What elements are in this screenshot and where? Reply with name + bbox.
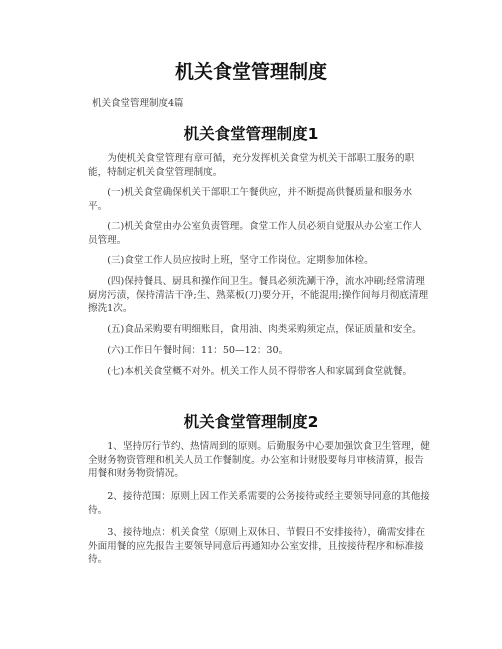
section-2-paragraph-2: 2、接待范围：原则上因工作关系需要的公务接待或经主要领导同意的其他接待。 — [88, 491, 430, 516]
section-2-paragraph-3: 3、接待地点：机关食堂（原则上双休日、节假日不安排接待），确需安排在外面用餐的应先报告主要领导同意后再通知办公室安排，且按接待程序和标准接待。 — [88, 527, 426, 565]
section-1-heading: 机关食堂管理制度1 — [183, 125, 319, 143]
section-1-paragraph-6: (六)工作日午餐时间：11：50—12：30。 — [107, 345, 289, 356]
section-1-paragraph-4: (四)保持餐具、厨具和操作间卫生。餐具必须洗涮干净，流水冲刷;经常清理厨房污渍，保持清洁干净;生、熟菜板(刀)要分开，不能混用;操作间每月彻底清理擦洗1次。 — [88, 276, 429, 314]
document-title: 机关食堂管理制度 — [174, 61, 327, 83]
section-1-paragraph-intro: 为使机关食堂管理有章可循，充分发挥机关食堂为机关干部职工服务的职能，特制定机关食堂管理制度。 — [88, 153, 415, 178]
section-1-paragraph-2: (二)机关食堂由办公室负责管理。食堂工作人员必须自觉服从办公室工作人员管理。 — [88, 221, 422, 246]
document-subtitle: 机关食堂管理制度4篇 — [92, 98, 184, 109]
section-1-paragraph-7: (七)本机关食堂概不对外。机关工作人员不得带客人和家属到食堂就餐。 — [107, 366, 413, 377]
section-1-paragraph-3: (三)食堂工作人员应按时上班，坚守工作岗位。定期参加体检。 — [107, 255, 374, 266]
section-1-paragraph-5: (五)食品采购要有明细账目，食用油、肉类采购须定点，保证质量和安全。 — [107, 324, 422, 335]
section-2-paragraph-1: 1、坚持厉行节约、热情周到的原则。后勤服务中心要加强饮食卫生管理，健全财务物资管理和机关人员工作餐制度。办公室和计财股要每月审核清算，报告用餐和财务物资情况。 — [88, 441, 430, 479]
section-1-paragraph-1: (一)机关食堂确保机关干部职工午餐供应，并不断提高供餐质量和服务水平。 — [88, 187, 413, 212]
section-2-heading: 机关食堂管理制度2 — [183, 413, 319, 431]
